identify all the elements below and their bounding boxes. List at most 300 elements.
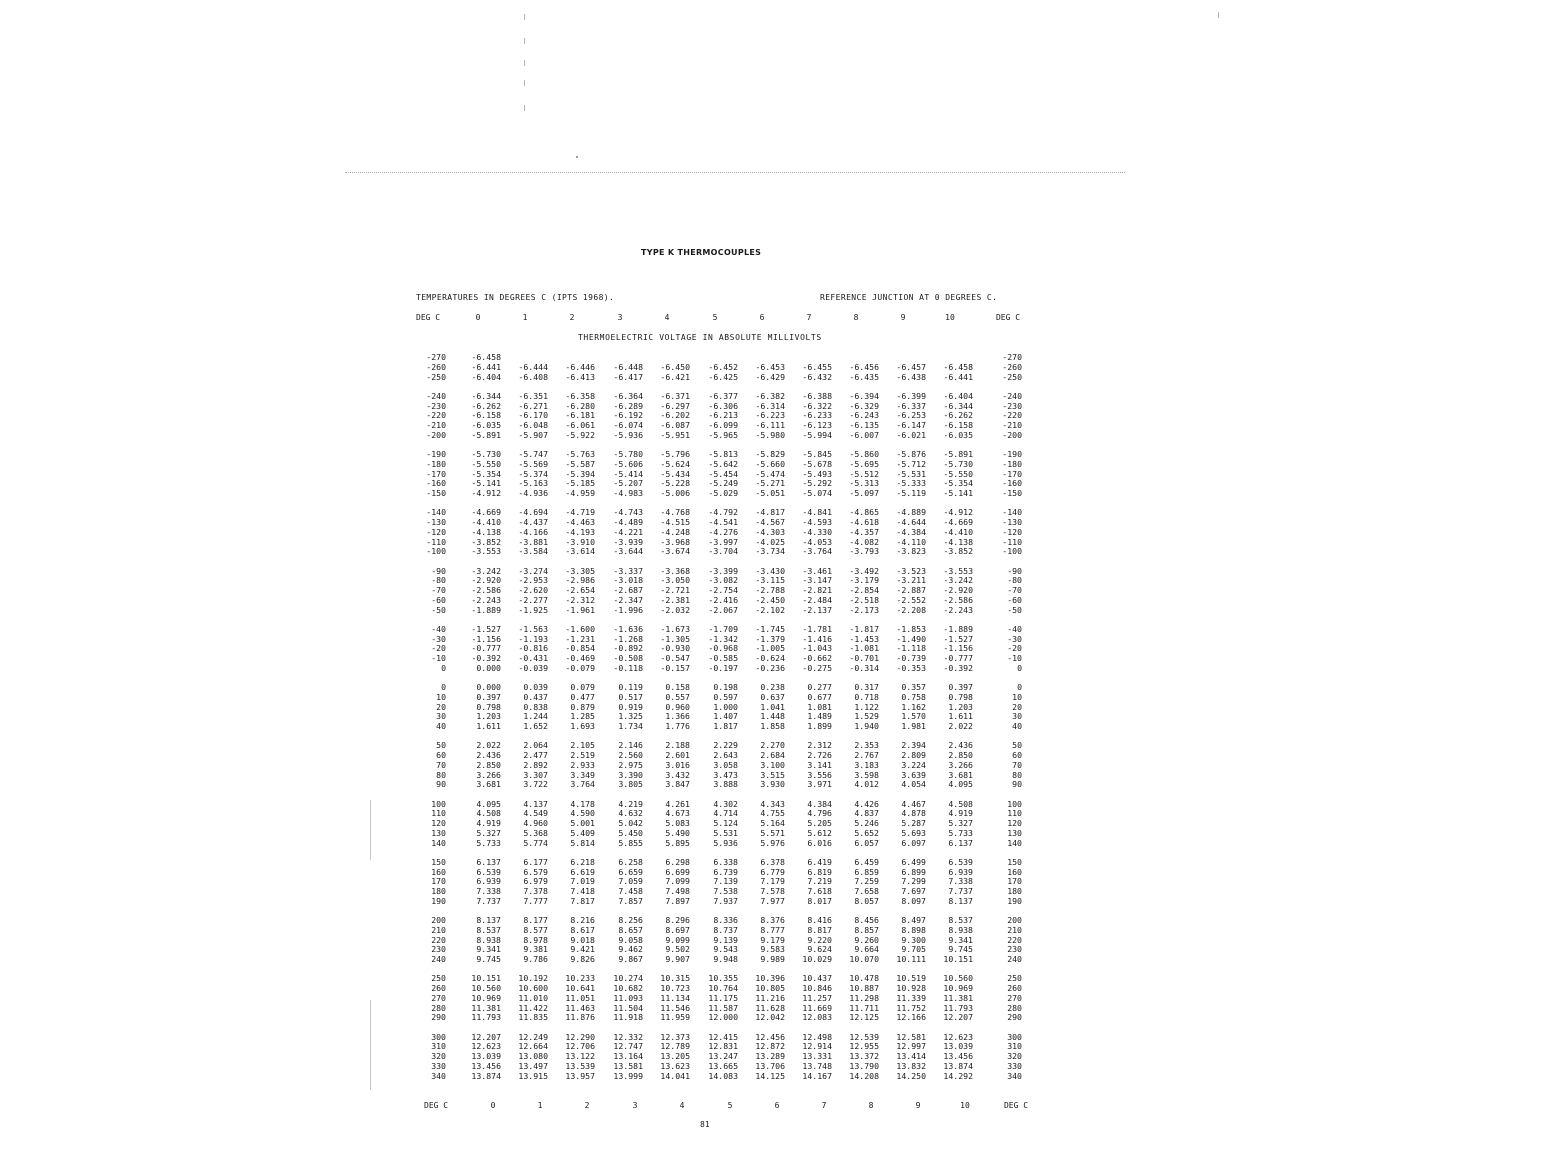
voltage-cell: -6.297 [660, 400, 690, 411]
voltage-cell: 5.490 [665, 827, 690, 838]
voltage-cell: 6.779 [760, 866, 785, 877]
voltage-cell: 2.394 [901, 740, 926, 751]
voltage-cell: 7.737 [476, 895, 501, 906]
voltage-cell: -0.236 [755, 662, 785, 673]
voltage-cell: 10.600 [518, 983, 548, 993]
voltage-cell: 13.331 [802, 1051, 832, 1061]
row-temp-right: -120 [1002, 526, 1022, 537]
voltage-cell: 5.368 [523, 827, 548, 838]
row-temp-right: -150 [1002, 488, 1022, 498]
table-row [0, 518, 1544, 527]
table-row [0, 421, 1544, 430]
voltage-cell: -5.730 [471, 449, 501, 459]
voltage-cell: 8.697 [665, 924, 690, 935]
voltage-cell: 7.498 [665, 886, 690, 896]
scan-speck [524, 60, 525, 66]
voltage-cell: -5.550 [471, 458, 501, 469]
voltage-cell: -6.388 [802, 390, 832, 401]
row-temp-right: -160 [1002, 478, 1022, 489]
table-row [0, 411, 1544, 420]
table-row [0, 1033, 1544, 1042]
table-row [0, 771, 1544, 780]
voltage-cell: -6.448 [613, 361, 643, 372]
voltage-cell: 13.748 [802, 1060, 832, 1071]
row-temp-right: -250 [1002, 371, 1022, 382]
voltage-cell: 9.664 [854, 944, 879, 955]
voltage-cell: -5.029 [708, 488, 738, 498]
table-row [0, 1072, 1544, 1081]
row-temp-left: 0 [441, 662, 446, 673]
voltage-cell: -5.333 [896, 478, 926, 489]
row-temp-left: 300 [431, 1031, 446, 1042]
voltage-cell: 11.793 [943, 1002, 973, 1013]
row-temp-right: -260 [1002, 361, 1022, 372]
voltage-cell: -4.330 [802, 526, 832, 537]
row-temp-left: -130 [426, 517, 446, 527]
table-row [0, 887, 1544, 896]
voltage-cell: 12.207 [471, 1031, 501, 1042]
voltage-cell: -1.527 [471, 623, 501, 634]
voltage-cell: -3.211 [896, 575, 926, 586]
voltage-cell: -1.817 [849, 623, 879, 634]
voltage-cell: 5.774 [523, 837, 548, 848]
table-row [0, 470, 1544, 479]
voltage-cell: 11.010 [518, 992, 548, 1003]
row-temp-left: 270 [431, 992, 446, 1003]
voltage-cell: 7.578 [760, 886, 785, 896]
voltage-cell: 9.421 [570, 944, 595, 955]
voltage-cell: 13.039 [943, 1041, 973, 1052]
row-temp-left: -230 [426, 400, 446, 411]
voltage-cell: -1.745 [755, 623, 785, 634]
voltage-cell: -2.484 [802, 594, 832, 605]
page-title: TYPE K THERMOCOUPLES [641, 248, 762, 257]
table-row [0, 839, 1544, 848]
voltage-cell: 6.619 [570, 866, 595, 877]
row-temp-left: -80 [431, 575, 446, 586]
voltage-cell: -0.624 [755, 653, 785, 663]
voltage-cell: 12.914 [802, 1041, 832, 1052]
row-temp-left: 140 [431, 837, 446, 848]
row-temp-left: -110 [426, 536, 446, 547]
voltage-cell: -0.777 [943, 653, 973, 663]
row-temp-left: -30 [431, 633, 446, 644]
voltage-cell: 12.623 [943, 1031, 973, 1042]
table-row [0, 916, 1544, 925]
voltage-cell: 9.099 [665, 934, 690, 945]
voltage-cell: 7.897 [665, 895, 690, 906]
voltage-cell: 13.874 [943, 1060, 973, 1071]
voltage-cell: 4.837 [854, 808, 879, 819]
voltage-cell: -5.292 [802, 478, 832, 489]
voltage-cell: 3.349 [570, 769, 595, 780]
row-temp-right: -100 [1002, 546, 1022, 557]
voltage-cell: 2.975 [618, 759, 643, 770]
voltage-cell: 9.745 [476, 954, 501, 964]
voltage-cell: 9.745 [948, 944, 973, 955]
table-subtitle: THERMOELECTRIC VOLTAGE IN ABSOLUTE MILLIVOLTS [578, 333, 822, 342]
voltage-cell: -1.156 [943, 643, 973, 654]
voltage-cell: 9.907 [665, 954, 690, 964]
voltage-cell: -0.039 [518, 662, 548, 673]
voltage-cell: -2.243 [943, 604, 973, 615]
voltage-cell: -5.006 [660, 488, 690, 498]
voltage-cell: -5.891 [943, 449, 973, 459]
voltage-cell: -6.441 [943, 371, 973, 382]
voltage-cell: 12.166 [896, 1012, 926, 1023]
column-header-cell: DEG C [416, 313, 441, 322]
row-temp-left: -150 [426, 488, 446, 498]
voltage-cell: 0.039 [523, 682, 548, 692]
voltage-cell: 4.878 [901, 808, 926, 819]
voltage-cell: 1.776 [665, 721, 690, 731]
voltage-cell: -5.730 [943, 458, 973, 469]
table-row [0, 712, 1544, 721]
voltage-cell: 8.497 [901, 915, 926, 925]
table-row [0, 479, 1544, 488]
row-temp-right: 130 [1007, 827, 1022, 838]
voltage-cell: 14.083 [708, 1070, 738, 1081]
row-temp-right: 280 [1007, 1002, 1022, 1013]
voltage-cell: 0.960 [665, 701, 690, 712]
voltage-cell: -0.739 [896, 653, 926, 663]
voltage-cell: -3.584 [518, 546, 548, 557]
row-temp-left: 320 [431, 1051, 446, 1061]
row-temp-right: 0 [1017, 662, 1022, 673]
voltage-cell: -1.156 [471, 633, 501, 644]
voltage-cell: -6.452 [708, 361, 738, 372]
voltage-cell: 12.997 [896, 1041, 926, 1052]
voltage-cell: 1.407 [713, 711, 738, 722]
voltage-cell: -6.035 [943, 429, 973, 440]
voltage-cell: -6.181 [565, 410, 595, 421]
row-temp-right: 10 [1012, 691, 1022, 702]
voltage-cell: -6.364 [613, 390, 643, 401]
voltage-cell: 2.022 [948, 721, 973, 731]
voltage-cell: -4.889 [896, 507, 926, 518]
voltage-cell: 4.919 [948, 808, 973, 819]
voltage-cell: 4.590 [570, 808, 595, 819]
voltage-cell: -1.889 [471, 604, 501, 615]
voltage-cell: 0.317 [854, 682, 879, 692]
voltage-cell: 8.537 [476, 924, 501, 935]
voltage-cell: 4.632 [618, 808, 643, 819]
voltage-cell: 3.681 [948, 769, 973, 780]
voltage-cell: 10.560 [471, 983, 501, 993]
voltage-cell: -5.845 [802, 449, 832, 459]
voltage-cell: 11.628 [755, 1002, 785, 1013]
voltage-cell: 4.095 [476, 798, 501, 809]
row-temp-right: -220 [1002, 410, 1022, 421]
voltage-cell: -5.876 [896, 449, 926, 459]
voltage-cell: 5.124 [713, 818, 738, 828]
voltage-cell: 2.809 [901, 750, 926, 760]
voltage-cell: -1.709 [708, 623, 738, 634]
voltage-cell: -3.910 [565, 536, 595, 547]
row-temp-left: -210 [426, 420, 446, 430]
voltage-cell: -6.404 [471, 371, 501, 382]
voltage-cell: -5.994 [802, 429, 832, 440]
voltage-cell: 13.539 [565, 1060, 595, 1071]
column-header-top [0, 313, 1544, 325]
voltage-cell: 4.508 [948, 798, 973, 809]
voltage-cell: 10.029 [802, 954, 832, 964]
voltage-cell: -3.147 [802, 575, 832, 586]
column-header-cell: 2 [569, 313, 575, 322]
voltage-cell: -3.704 [708, 546, 738, 557]
voltage-cell: -4.221 [613, 526, 643, 537]
voltage-cell: -3.337 [613, 565, 643, 576]
voltage-cell: -5.512 [849, 468, 879, 479]
voltage-cell: 3.639 [901, 769, 926, 780]
voltage-cell: 6.097 [901, 837, 926, 848]
row-temp-right: 190 [1007, 895, 1022, 906]
voltage-cell: 3.432 [665, 769, 690, 780]
voltage-cell: 13.080 [518, 1051, 548, 1061]
row-temp-right: 40 [1012, 721, 1022, 731]
row-temp-right: -30 [1007, 633, 1022, 644]
row-temp-right: -130 [1002, 517, 1022, 527]
voltage-cell: 2.064 [523, 740, 548, 751]
voltage-cell: 3.016 [665, 759, 690, 770]
voltage-cell: 0.000 [476, 682, 501, 692]
voltage-cell: 9.220 [807, 934, 832, 945]
row-temp-right: -230 [1002, 400, 1022, 411]
voltage-cell: -3.823 [896, 546, 926, 557]
row-temp-left: 200 [431, 915, 446, 925]
voltage-cell: 9.786 [523, 954, 548, 964]
table-row [0, 373, 1544, 382]
voltage-cell: 5.693 [901, 827, 926, 838]
voltage-cell: -6.377 [708, 390, 738, 401]
voltage-cell: 2.312 [807, 740, 832, 751]
voltage-cell: -6.344 [471, 390, 501, 401]
table-row [0, 703, 1544, 712]
voltage-cell: -6.243 [849, 410, 879, 421]
voltage-cell: 4.012 [854, 779, 879, 790]
voltage-cell: 7.857 [618, 895, 643, 906]
voltage-cell: -0.197 [708, 662, 738, 673]
voltage-cell: 4.137 [523, 798, 548, 809]
voltage-cell: 0.718 [854, 691, 879, 702]
voltage-cell: 7.697 [901, 886, 926, 896]
voltage-cell: 14.167 [802, 1070, 832, 1081]
column-header-cell: 0 [475, 313, 481, 322]
voltage-cell: -3.764 [802, 546, 832, 557]
voltage-cell: 2.684 [760, 750, 785, 760]
voltage-cell: -1.268 [613, 633, 643, 644]
voltage-cell: -1.636 [613, 623, 643, 634]
voltage-cell: 3.266 [476, 769, 501, 780]
voltage-cell: -4.644 [896, 517, 926, 527]
voltage-cell: -4.248 [660, 526, 690, 537]
voltage-cell: 5.531 [713, 827, 738, 838]
voltage-cell: 8.456 [854, 915, 879, 925]
voltage-cell: -6.087 [660, 420, 690, 430]
voltage-cell: 1.611 [476, 721, 501, 731]
voltage-cell: 8.216 [570, 915, 595, 925]
voltage-cell: 0.437 [523, 691, 548, 702]
row-temp-left: 240 [431, 954, 446, 964]
voltage-cell: -2.347 [613, 594, 643, 605]
voltage-cell: -6.170 [518, 410, 548, 421]
voltage-cell: -3.881 [518, 536, 548, 547]
voltage-cell: -6.394 [849, 390, 879, 401]
voltage-cell: 5.083 [665, 818, 690, 828]
voltage-cell: -1.081 [849, 643, 879, 654]
voltage-cell: 14.208 [849, 1070, 879, 1081]
row-temp-right: 30 [1012, 711, 1022, 722]
voltage-cell: -5.119 [896, 488, 926, 498]
voltage-cell: -5.922 [565, 429, 595, 440]
table-row [0, 586, 1544, 595]
voltage-cell: -6.035 [471, 420, 501, 430]
column-header-cell: DEG C [995, 313, 1021, 322]
voltage-cell: -2.620 [518, 585, 548, 595]
table-row [0, 528, 1544, 537]
voltage-cell: -5.434 [660, 468, 690, 479]
table-row [0, 596, 1544, 605]
row-temp-right: 80 [1012, 769, 1022, 780]
voltage-cell: 11.298 [849, 992, 879, 1003]
voltage-cell: 1.817 [713, 721, 738, 731]
voltage-cell: -5.141 [943, 488, 973, 498]
voltage-cell: -6.048 [518, 420, 548, 430]
scan-speck [524, 80, 525, 86]
voltage-cell: -3.430 [755, 565, 785, 576]
column-header-cell: 4 [679, 1101, 685, 1110]
voltage-cell: -3.115 [755, 575, 785, 586]
voltage-cell: 7.059 [618, 876, 643, 887]
row-temp-left: -240 [426, 390, 446, 401]
voltage-cell: -6.453 [755, 361, 785, 372]
voltage-cell: 2.353 [854, 740, 879, 751]
table-row [0, 450, 1544, 459]
voltage-cell: 4.261 [665, 798, 690, 809]
voltage-cell: 13.832 [896, 1060, 926, 1071]
voltage-cell: -0.157 [660, 662, 690, 673]
voltage-cell: 6.137 [476, 856, 501, 867]
voltage-cell: 12.456 [755, 1031, 785, 1042]
voltage-cell: 11.546 [660, 1002, 690, 1013]
voltage-cell: 7.099 [665, 876, 690, 887]
voltage-cell: 4.219 [618, 798, 643, 809]
table-row [0, 994, 1544, 1003]
voltage-cell: 5.042 [618, 818, 643, 828]
voltage-cell: 4.384 [807, 798, 832, 809]
table-row [0, 567, 1544, 576]
voltage-cell: -6.322 [802, 400, 832, 411]
voltage-cell: -4.437 [518, 517, 548, 527]
voltage-cell: 0.477 [570, 691, 595, 702]
voltage-cell: -2.920 [471, 575, 501, 586]
voltage-cell: 13.999 [613, 1070, 643, 1081]
voltage-cell: -6.337 [896, 400, 926, 411]
voltage-cell: -6.438 [896, 371, 926, 382]
table-row [0, 926, 1544, 935]
row-temp-left: 150 [431, 856, 446, 867]
voltage-cell: -4.384 [896, 526, 926, 537]
voltage-cell: -5.660 [755, 458, 785, 469]
voltage-cell: -4.489 [613, 517, 643, 527]
row-temp-right: -190 [1002, 449, 1022, 459]
voltage-cell: 13.915 [518, 1070, 548, 1081]
row-temp-left: 170 [431, 876, 446, 887]
table-row [0, 402, 1544, 411]
table-row [0, 363, 1544, 372]
voltage-cell: -5.587 [565, 458, 595, 469]
voltage-cell: 10.969 [943, 983, 973, 993]
voltage-cell: -3.082 [708, 575, 738, 586]
row-temp-right: 60 [1012, 750, 1022, 760]
voltage-cell: -2.754 [708, 585, 738, 595]
voltage-cell: 12.872 [755, 1041, 785, 1052]
table-row [0, 877, 1544, 886]
voltage-cell: 5.571 [760, 827, 785, 838]
voltage-cell: 10.846 [802, 983, 832, 993]
voltage-cell: -5.141 [471, 478, 501, 489]
row-temp-left: 330 [431, 1060, 446, 1071]
voltage-cell: -3.997 [708, 536, 738, 547]
table-row [0, 547, 1544, 556]
voltage-cell: -6.444 [518, 361, 548, 372]
voltage-cell: -6.371 [660, 390, 690, 401]
row-temp-right: 340 [1007, 1070, 1022, 1081]
voltage-cell: -1.781 [802, 623, 832, 634]
temperature-scale-note: TEMPERATURES IN DEGREES C (IPTS 1968). [416, 293, 615, 302]
voltage-cell: -6.158 [943, 420, 973, 430]
voltage-cell: 1.122 [854, 701, 879, 712]
voltage-cell: 7.777 [523, 895, 548, 906]
voltage-cell: -6.202 [660, 410, 690, 421]
voltage-cell: 12.000 [708, 1012, 738, 1023]
voltage-cell: -6.253 [896, 410, 926, 421]
voltage-cell: 0.798 [948, 691, 973, 702]
voltage-cell: 11.134 [660, 992, 690, 1003]
row-temp-right: 160 [1007, 866, 1022, 877]
voltage-cell: 10.274 [613, 973, 643, 984]
voltage-cell: 11.959 [660, 1012, 690, 1023]
column-header-cell: 2 [584, 1101, 590, 1110]
voltage-cell: 13.372 [849, 1051, 879, 1061]
voltage-cell: -0.930 [660, 643, 690, 654]
voltage-cell: -1.043 [802, 643, 832, 654]
voltage-cell: 3.722 [523, 779, 548, 790]
voltage-cell: 0.000 [476, 662, 501, 673]
voltage-cell: -6.417 [613, 371, 643, 382]
voltage-cell: -3.274 [518, 565, 548, 576]
row-temp-left: -220 [426, 410, 446, 421]
voltage-cell: -3.553 [471, 546, 501, 557]
row-temp-left: -160 [426, 478, 446, 489]
voltage-cell: 7.299 [901, 876, 926, 887]
voltage-cell: -4.669 [943, 517, 973, 527]
row-temp-left: 290 [431, 1012, 446, 1023]
voltage-cell: -5.780 [613, 449, 643, 459]
voltage-cell: -5.624 [660, 458, 690, 469]
voltage-cell: -5.051 [755, 488, 785, 498]
row-temp-left: -90 [431, 565, 446, 576]
voltage-cell: 3.390 [618, 769, 643, 780]
column-header-cell: 1 [537, 1101, 543, 1110]
voltage-cell: 5.327 [948, 818, 973, 828]
voltage-cell: 10.437 [802, 973, 832, 984]
column-header-cell: 0 [490, 1101, 496, 1110]
voltage-cell: 2.105 [570, 740, 595, 751]
voltage-cell: 8.577 [523, 924, 548, 935]
voltage-cell: 11.175 [708, 992, 738, 1003]
voltage-cell: 2.933 [570, 759, 595, 770]
